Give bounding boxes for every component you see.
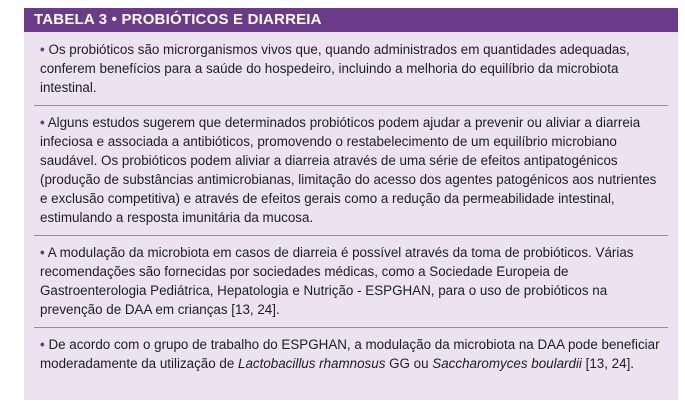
item-text: De acordo com o grupo de trabalho do ESPGHAN, a modulação da microbiota na DAA pode beneficiar moderadamente da utilização de [40, 337, 660, 371]
bullet-icon: • [40, 115, 45, 130]
item-text: Os probióticos são microrganismos vivos que, quando administrados em quantidades adequadas, conferem benefícios para a saúde do hospedeiro, incluindo a melhoria do equilíbrio da microbiota intestinal. [40, 42, 630, 95]
list-item [34, 243, 668, 328]
list-item [34, 335, 668, 381]
species-name: Lactobacillus rhamnosus [238, 356, 386, 371]
bullet-icon: • [40, 337, 45, 352]
item-text: GG ou [385, 356, 433, 371]
table-title: TABELA 3 • PROBIÓTICOS E DIARREIA [24, 8, 678, 32]
bullet-icon: • [40, 42, 45, 57]
bullet-icon: • [40, 245, 45, 260]
table-body [24, 32, 678, 400]
list-item [34, 113, 668, 236]
citation: [13, 24]. [581, 356, 635, 371]
item-text: Alguns estudos sugerem que determinados probióticos podem ajudar a prevenir ou aliviar a diarreia infeciosa e associada a antibióticos, promovendo o restabelecimento de um equilíbrio microbiano saudável. Os probióticos podem aliviar a diarreia através de uma série de efeitos antipatogénicos (produção de substâncias antimicrobianas, limitação do acesso dos agentes patogénicos aos nutrientes e exclusão competitiva) e através de efeitos gerais como a redução da permeabilidade intestinal, estimulando a resposta imunitária da mucosa. [40, 115, 657, 225]
list-item [34, 40, 668, 106]
species-name: Saccharomyces boulardii [432, 356, 582, 371]
item-text: A modulação da microbiota em casos de diarreia é possível através da toma de probióticos. Várias recomendações são fornecidas por sociedades médicas, como a Sociedade Europeia de Gastroenterologia Pediátrica, Hepatologia e Nutrição - ESPGHAN, para o uso de probióticos na prevenção de DAA em crianças [13, 24]. [40, 245, 634, 317]
